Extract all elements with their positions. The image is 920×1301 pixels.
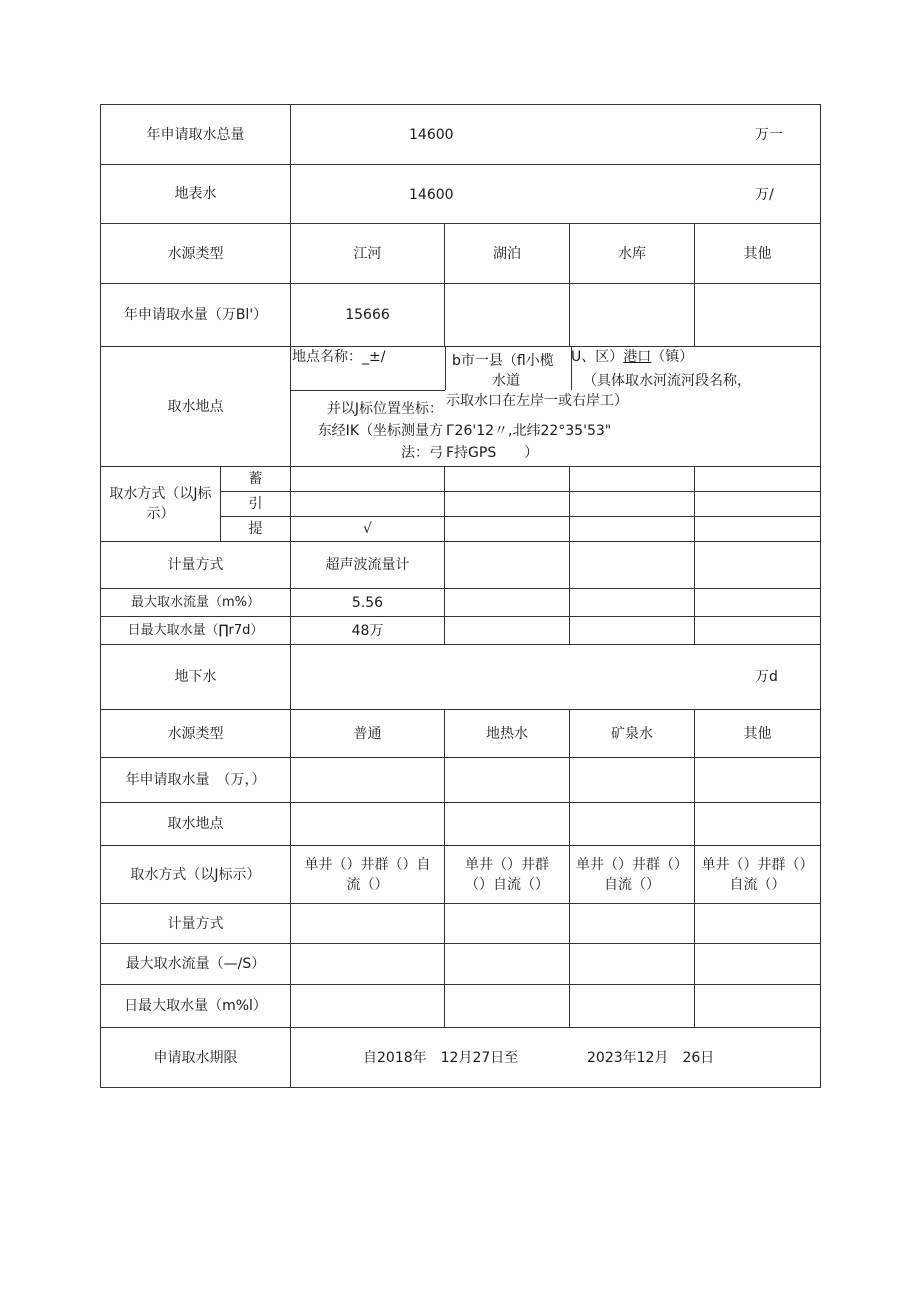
method-lift-other [695,517,821,542]
row-ground [101,645,821,710]
label-surface-location: 取水地点 [101,347,291,467]
value-ground [291,645,821,710]
surface-location-detail [291,347,821,467]
period-from: 自2018年 12月27日至 [363,1050,519,1066]
coord-label-3: 法：弓 [401,445,443,461]
surface-annual-other [695,284,821,347]
coord-value-2: F持GPS ） [446,445,539,461]
ground-meter-normal [291,904,445,944]
label-ground: 地下水 [101,645,291,710]
row-ground-maxflow [101,944,821,985]
ground-method-normal-l1: 单井（）井群（）自 [304,856,431,873]
ground-type-mineral: 矿泉水 [570,710,695,758]
surface-meter-other [695,542,821,589]
ground-method-mineral-l1: 单井（）井群（） [576,856,688,873]
label-surface-types: 水源类型 [101,224,291,284]
location-b-part: b市一县（fl小榄 [452,353,554,369]
row-surface-annual [101,284,821,347]
surface-maxflow-river: 5.56 [291,589,445,617]
label-surface: 地表水 [101,165,291,224]
location-b-part2: 水道 [492,373,520,389]
ground-type-other: 其他 [695,710,821,758]
ground-method-normal [291,846,445,904]
location-gangkou: 港口 [623,349,652,365]
row-surface [101,165,821,224]
surface-meter-lake [445,542,570,589]
row-surface-daily [101,617,821,645]
ground-annual-normal [291,758,445,803]
surface-value: 14600 [409,187,454,203]
row-ground-location [101,803,821,846]
surface-daily-other [695,617,821,645]
location-name-prefix: 地点名称：_±/ [292,349,386,365]
surface-maxflow-other [695,589,821,617]
row-surface-meter [101,542,821,589]
method-mark-store [291,467,445,492]
ground-method-other [695,846,821,904]
ground-method-mineral-l2: 自流（） [604,876,660,893]
method-mark-lift: √ [291,517,445,542]
ground-type-normal: 普通 [291,710,445,758]
ground-method-geothermal [445,846,570,904]
label-total: 年申请取水总量 [101,105,291,165]
ground-daily-normal [291,985,445,1028]
location-u-part [571,347,693,367]
label-ground-meter: 计量方式 [101,904,291,944]
period-to: 2023年12月 26日 [587,1050,715,1066]
surface-annual-lake [445,284,570,347]
label-ground-location: 取水地点 [101,803,291,846]
row-ground-annual [101,758,821,803]
label-period: 申请取水期限 [101,1028,291,1088]
coord-value-1: Г26'12〃,北纬22°35'53" [446,423,612,439]
surface-type-lake: 湖泊 [445,224,570,284]
ground-location-geothermal [445,803,570,846]
ground-method-mineral [570,846,695,904]
ground-maxflow-other [695,944,821,985]
row-total [101,105,821,165]
row-ground-types [101,710,821,758]
row-ground-method [101,846,821,904]
method-divert-other [695,492,821,517]
location-detail-2: 示取水口在左岸一或右岸工） [446,393,628,409]
label-surface-daily: 日最大取水量（∏r7d） [101,617,291,645]
label-ground-annual: 年申请取水量 （万，） [101,758,291,803]
label-surface-method: 取水方式（以J标示） [101,467,221,542]
total-value: 14600 [409,127,454,143]
method-divert-lake [445,492,570,517]
method-sub-divert: 引 [221,492,291,517]
row-surface-method-1 [101,467,821,492]
value-period [291,1028,821,1088]
method-lift-lake [445,517,570,542]
label-ground-method: 取水方式（以J标示） [101,846,291,904]
surface-daily-river: 48万 [291,617,445,645]
ground-maxflow-geothermal [445,944,570,985]
surface-annual-river: 15666 [291,284,445,347]
ground-method-normal-l2: 流（） [346,876,389,893]
ground-unit: 万d [755,669,778,685]
ground-location-mineral [570,803,695,846]
surface-annual-reservoir [570,284,695,347]
coord-label-2: 东经IK（坐标测量方 [317,423,443,439]
total-unit: 万一 [755,127,783,143]
method-lift-reservoir [570,517,695,542]
row-period [101,1028,821,1088]
ground-daily-geothermal [445,985,570,1028]
surface-daily-lake [445,617,570,645]
surface-maxflow-lake [445,589,570,617]
ground-method-geothermal-l1: 单井（）井群 [465,856,549,873]
surface-daily-reservoir [570,617,695,645]
location-left-block [291,347,445,467]
surface-maxflow-reservoir [570,589,695,617]
method-store-reservoir [570,467,695,492]
row-ground-meter [101,904,821,944]
label-ground-daily: 日最大取水量（m%l） [101,985,291,1028]
label-ground-types: 水源类型 [101,710,291,758]
method-sub-store: 蓄 [221,467,291,492]
ground-daily-other [695,985,821,1028]
surface-meter-reservoir [570,542,695,589]
label-surface-annual: 年申请取水量（万Bl'） [101,284,291,347]
label-surface-maxflow: 最大取水流量（m%） [101,589,291,617]
location-u-cell [571,347,821,390]
value-surface [291,165,821,224]
surface-type-river: 江河 [291,224,445,284]
method-sub-lift: 提 [221,517,291,542]
surface-type-reservoir: 水库 [570,224,695,284]
ground-method-other-l2: 自流（） [729,876,786,893]
method-store-other [695,467,821,492]
row-surface-types [101,224,821,284]
ground-maxflow-normal [291,944,445,985]
row-surface-maxflow [101,589,821,617]
ground-meter-mineral [570,904,695,944]
row-surface-location [101,347,821,467]
label-ground-maxflow: 最大取水流量（—/S） [101,944,291,985]
surface-unit: 万/ [755,187,774,203]
method-store-lake [445,467,570,492]
ground-annual-mineral [570,758,695,803]
location-b-cell [445,347,572,390]
ground-daily-mineral [570,985,695,1028]
ground-location-normal [291,803,445,846]
coord-label-1: 并以J标位置坐标： [326,401,443,417]
method-divert-reservoir [570,492,695,517]
method-mark-divert [291,492,445,517]
surface-type-other: 其他 [695,224,821,284]
value-total [291,105,821,165]
row-ground-daily [101,985,821,1028]
water-permit-table [100,104,821,1088]
location-zhen: （镇） [651,349,694,365]
ground-annual-geothermal [445,758,570,803]
location-detail-1: （具体取水河流河段名称， [583,373,751,389]
ground-method-other-l1: 单井（）井群（） [701,856,814,873]
surface-meter-river: 超声波流量计 [291,542,445,589]
ground-method-geothermal-l2: （）自流（） [465,876,549,893]
ground-location-other [695,803,821,846]
location-name-cell [291,347,445,391]
label-surface-meter: 计量方式 [101,542,291,589]
ground-maxflow-mineral [570,944,695,985]
location-u-text: U、区） [571,349,624,365]
ground-meter-geothermal [445,904,570,944]
ground-meter-other [695,904,821,944]
ground-annual-other [695,758,821,803]
ground-type-geothermal: 地热水 [445,710,570,758]
